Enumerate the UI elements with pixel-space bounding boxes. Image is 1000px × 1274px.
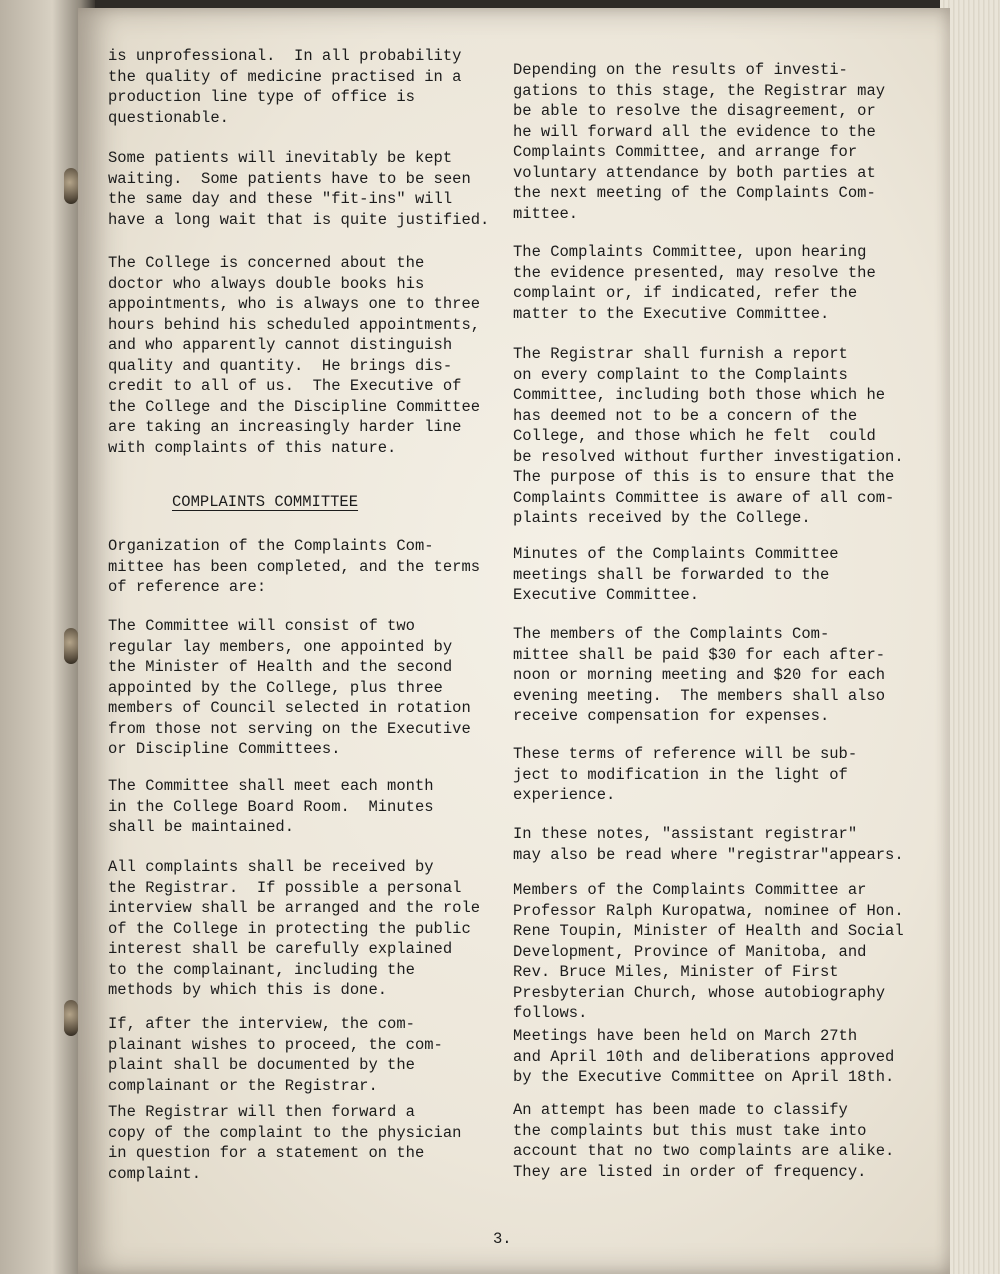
binder-ring <box>64 1000 78 1036</box>
paragraph: The Complaints Committee, upon hearing the evidence presented, may resolve the complaint or, if indicated, refer the matter to the Executive Committee. <box>513 243 876 323</box>
paragraph: The Committee will consist of two regular lay members, one appointed by the Minister of Health and the second appointed by the College, plus three members of Council selected in rotation from those not serving on the Executive or Discipline Committees. <box>108 617 471 758</box>
left-column <box>108 0 508 1183</box>
paragraph: All complaints shall be received by the Registrar. If possible a personal interview shall be arranged and the role of the College in protecting the public interest shall be carefully explained to the complainant, including the methods by which this is done. <box>108 858 481 999</box>
binder-ring <box>64 168 78 204</box>
paragraph: In these notes, "assistant registrar" may also be read where "registrar"appears. <box>513 825 904 864</box>
paragraph: is unprofessional. In all probability the quality of medicine practised in a production line type of office is questionable. <box>108 47 462 127</box>
paragraph: Minutes of the Complaints Committee meetings shall be forwarded to the Executive Committee. <box>513 545 839 604</box>
paragraph: Meetings have been held on March 27th and April 10th and deliberations approved by the Executive Committee on April 18th. <box>513 1027 895 1086</box>
paragraph: The members of the Complaints Com- mittee shall be paid $30 for each after- noon or morning meeting and $20 for each evening meeting. The members shall also receive compensation for expenses. <box>513 625 886 725</box>
section-heading: COMPLAINTS COMMITTEE <box>172 493 359 511</box>
page-number: 3. <box>493 1230 512 1248</box>
paragraph: Organization of the Complaints Com- mittee has been completed, and the terms of reference are: <box>108 537 481 596</box>
binder-ring <box>64 628 78 664</box>
paragraph: An attempt has been made to classify the complaints but this must take into account that no two complaints are alike. They are listed in order of frequency. <box>513 1101 895 1181</box>
paragraph: Depending on the results of investi- gations to this stage, the Registrar may be able to resolve the disagreement, or he will forward all the evidence to the Complaints Committee, and arrange for voluntary attendance by both parties at the next meeting of the Complaints Com- mittee. <box>513 61 886 223</box>
paragraph: The College is concerned about the doctor who always double books his appointments, who is always one to three hours behind his scheduled appointments, and who apparently cannot distinguish quality and quantity. He brings dis- credit to all of us. The Executive of the College and the Discipline Committee are taking an increasingly harder line with complaints of this nature. <box>108 254 481 457</box>
paragraph: The Committee shall meet each month in the College Board Room. Minutes shall be maintained. <box>108 777 434 836</box>
paragraph: These terms of reference will be sub- ject to modification in the light of experience. <box>513 745 858 804</box>
paragraph: If, after the interview, the com- plainant wishes to proceed, the com- plaint shall be documented by the complainant or the Registrar. <box>108 1015 443 1095</box>
paragraph: Some patients will inevitably be kept waiting. Some patients have to be seen the same day and these "fit-ins" will have a long wait that is quite justified. <box>108 149 490 229</box>
right-column <box>513 0 913 1181</box>
paragraph: The Registrar will then forward a copy of the complaint to the physician in question for a statement on the complaint. <box>108 1103 462 1183</box>
paragraph: Members of the Complaints Committee ar Professor Ralph Kuropatwa, nominee of Hon. Rene Toupin, Minister of Health and Social Development, Province of Manitoba, and Rev. Bruce Miles, Minister of First Presbyterian Church, whose autobiography follows. <box>513 881 904 1022</box>
paragraph: The Registrar shall furnish a report on every complaint to the Complaints Committee, including both those which he has deemed not to be a concern of the College, and those which he felt could be resolved without further investigation. The purpose of this is to ensure that the Complaints Committee is aware of all com- plaints received by the College. <box>513 345 904 527</box>
